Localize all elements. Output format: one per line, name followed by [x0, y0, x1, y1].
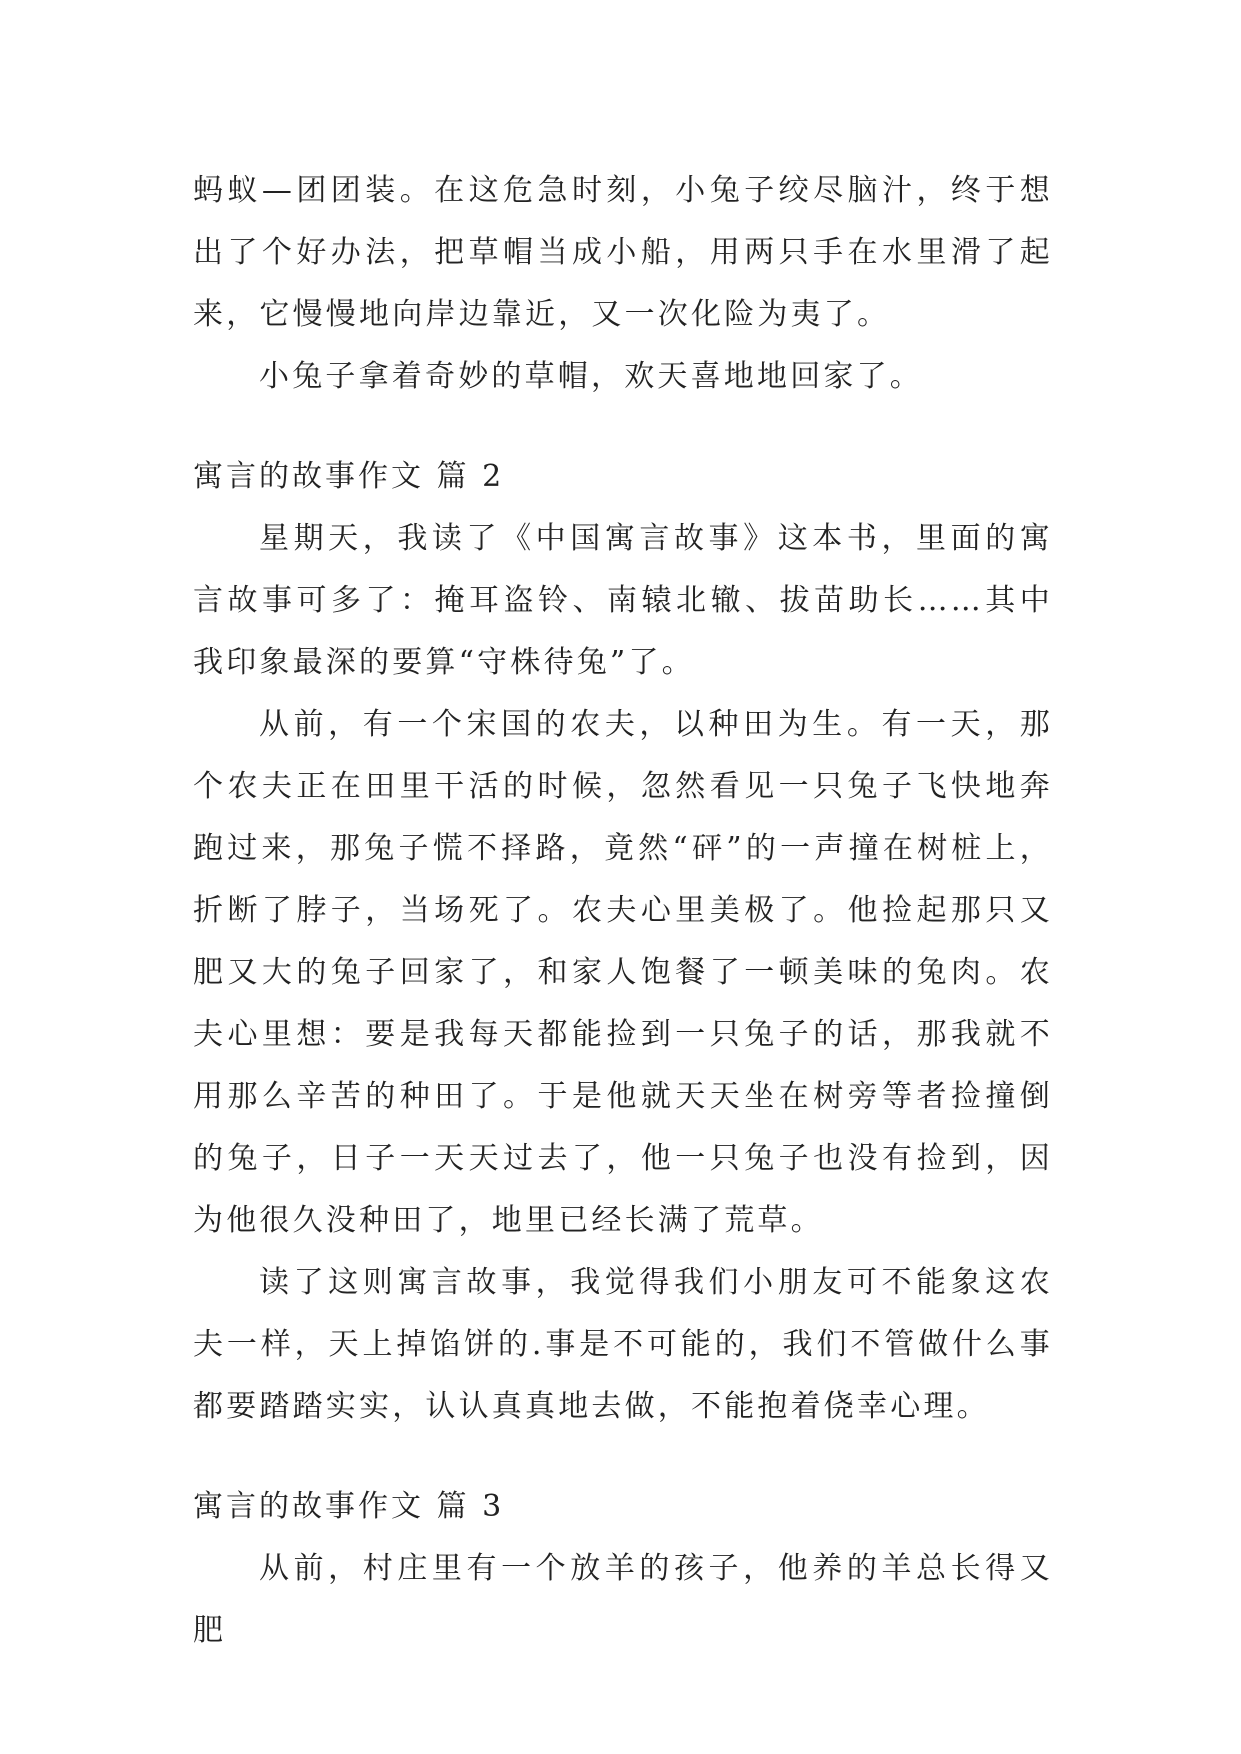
section-3-paragraph-1: 从前，村庄里有一个放羊的孩子，他养的羊总长得又肥 — [193, 1551, 1053, 1648]
document-page — [193, 160, 1053, 1662]
section-2-paragraph-1: 星期天，我读了《中国寓言故事》这本书，里面的寓言故事可多了：掩耳盗铃、南辕北辙、拔苗助长……其中我印象最深的要算“守株待兔”了。 — [193, 521, 1053, 680]
section-2-paragraph-3: 读了这则寓言故事，我觉得我们小朋友可不能象这农夫一样，天上掉馅饼的.事是不可能的，我们不管做什么事都要踏踏实实，认认真真地去做，不能抱着侥幸心理。 — [193, 1265, 1053, 1424]
story-ending-paragraph: 小兔子拿着奇妙的草帽，欢天喜地地回家了。 — [259, 359, 923, 394]
story-continuation-paragraph: 蚂蚁—团团装。在这危急时刻，小兔子绞尽脑汁，终于想出了个好办法，把草帽当成小船，用两只手在水里滑了起来，它慢慢地向岸边靠近，又一次化险为夷了。 — [193, 173, 1053, 332]
section-heading-3: 寓言的故事作文 篇 3 — [193, 1489, 505, 1524]
section-heading-2: 寓言的故事作文 篇 2 — [193, 459, 505, 494]
section-2-paragraph-2: 从前，有一个宋国的农夫，以种田为生。有一天，那个农夫正在田里干活的时候，忽然看见一只兔子飞快地奔跑过来，那兔子慌不择路，竟然“砰”的一声撞在树桩上，折断了脖子，当场死了。农夫心里美极了。他捡起那只又肥又大的兔子回家了，和家人饱餐了一顿美味的兔肉。农夫心里想：要是我每天都能捡到一只兔子的话，那我就不用那么辛苦的种田了。于是他就天天坐在树旁等者捡撞倒的兔子，日子一天天过去了，他一只兔子也没有捡到，因为他很久没种田了，地里已经长满了荒草。 — [193, 707, 1053, 1238]
